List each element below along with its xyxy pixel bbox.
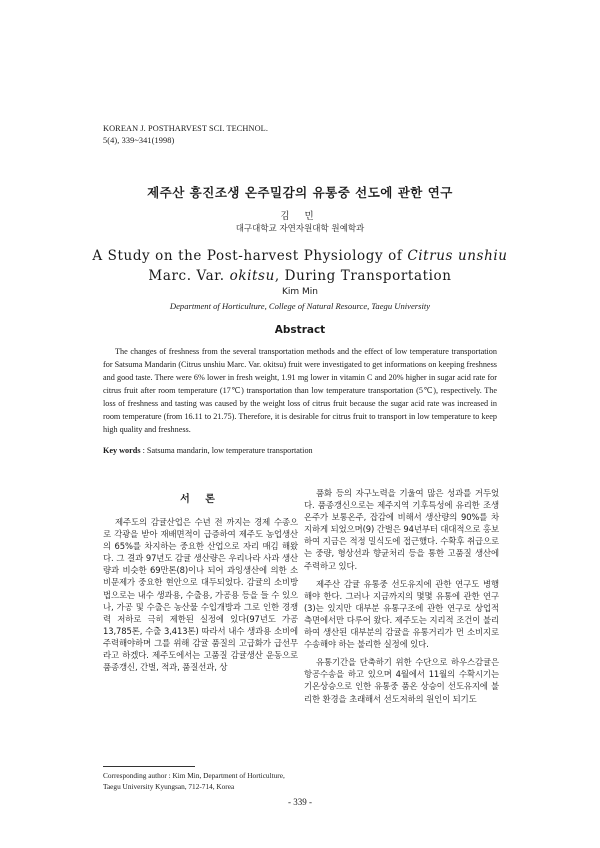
footnote	[103, 770, 303, 792]
page-number: - 339 -	[288, 797, 312, 807]
left-paragraph-1: 제주도의 감귤산업은 수년 전 까지는 경제 수종으로 각광을 받아 재배면적이 급증하여 제주도 농업생산의 65%를 차지하는 중요한 산업으로 자리 매김 해왔다. 그 결과 97년도 감귤 생산량은 우리나라 사과 생산량과 비슷한 69만톤(8)이나 되어 과잉생산에 의한 소비문제가 중요한 현안으로 대두되었다. 감귤의 소비방법으로는 내수 생과용, 수출용, 가공용 등을 들 수 있으나, 가공 및 수출은 농산물 수입개방과 그로 인한 경쟁력 저하로 극히 제한된 실정에 있다(97년도 가공 13,785톤, 수출 3,413톤) 따라서 내수 생과용 소비에 주력해야하며 그를 위해 감귤 품질의 고급화가 급선무라고 하겠다. 제주도에서는 고품질 감귤생산 운동으로 품종갱신, 간벌, 적과, 품질선과, 상	[103, 517, 298, 673]
korean-affiliation: 대구대학교 자연자원대학 원예학과	[235, 224, 365, 234]
journal-volume: 5(4), 339~341(1998)	[103, 136, 175, 145]
english-affiliation: Department of Horticulture, College of Natural Resource, Taegu University	[169, 301, 431, 311]
english-title-line2-italic: okitsu	[229, 268, 275, 284]
footnote-line-1: Corresponding author : Kim Min, Department of Horticulture,	[103, 771, 285, 780]
keywords-text: : Satsuma mandarin, low temperature transportation	[140, 446, 313, 455]
english-title-line1-italic: Citrus unshiu	[407, 248, 508, 264]
abstract-text: The changes of freshness from the several transportation methods and the effect of low temperature transportation for Satsuma Mandarin (Citrus unshiu Marc. Var. okitsu) fruit were investigated to get informations on keeping freshness and good taste. There were 6% lower in fresh weight, 1.91 mg lower in vitamin C and 20% higher in sugar acid rate for citrus fruit after room temperature (17℃) transportation than low temperature transportation (5℃), respectively. The loss of freshness and tasting was caused by the weight loss of citrus fruit because the sugar acid rate was increased in room temperature (from 16.11 to 21.75). Therefore, it is desirable for citrus fruit to transport in low temperature to keep high quality and freshness.	[103, 347, 497, 434]
english-title	[60, 246, 540, 286]
english-title-line2-prefix: Marc. Var.	[148, 268, 230, 284]
korean-title: 제주산 흥진조생 온주밀감의 유통중 선도에 관한 연구	[147, 185, 453, 200]
right-paragraph-1: 품화 등의 자구노력을 기울여 많은 성과를 거두었다. 품종갱신으로는 제주지역 기후특성에 유리한 조생온주가 보통온주, 잡감에 비해서 생산량의 90%를 차지하게 되었으며(9) 간벌은 94년부터 대대적으로 홍보하여 지금은 적정 밀식도에 접근했다. 수확후 취급으로는 중량, 형상선과 향균처리 등을 통한 고품질 생산에 주력하고 있다.	[304, 488, 499, 571]
section-heading-introduction: 서 론	[180, 494, 221, 505]
english-title-line1-prefix: A Study on the Post-harvest Physiology of	[92, 248, 408, 264]
right-column	[304, 487, 499, 705]
english-author: Kim Min	[282, 287, 318, 297]
right-paragraph-3: 유통기간을 단축하기 위한 수단으로 하우스감귤은 항공수송을 하고 있으며 4월에서 11월의 수확시기는 기온상승으로 인한 유통중 품온 상승이 선도유지에 불리한 환경을 초래해서 선도저하의 원인이 되기도	[304, 657, 499, 704]
keywords-label: Key words	[103, 446, 141, 455]
journal-name: KOREAN J. POSTHARVEST SCI. TECHNOL.	[103, 124, 269, 133]
footnote-rule	[103, 766, 195, 767]
right-paragraph-2: 제주산 감귤 유통중 선도유지에 관한 연구도 병행해야 한다. 그러나 지금까지의 몇몇 유통에 관한 연구(3)는 있지만 대부분 유통구조에 관한 연구로 상업적 측면에서만 다루어 왔다. 제주도는 지리적 조건이 불리하여 생산된 대부분의 감귤을 유통거리가 먼 소비지로 수송해야 하는 불리한 실정에 있다.	[304, 578, 499, 650]
footnote-line-2: Taegu University Kyungsan, 712-714, Korea	[103, 782, 235, 791]
abstract-heading: Abstract	[274, 324, 326, 336]
left-column	[103, 516, 298, 673]
english-title-line2-suffix: , During Transportation	[274, 268, 452, 284]
keywords	[103, 446, 497, 455]
journal-header	[103, 123, 268, 147]
korean-author: 김 민	[280, 211, 320, 222]
